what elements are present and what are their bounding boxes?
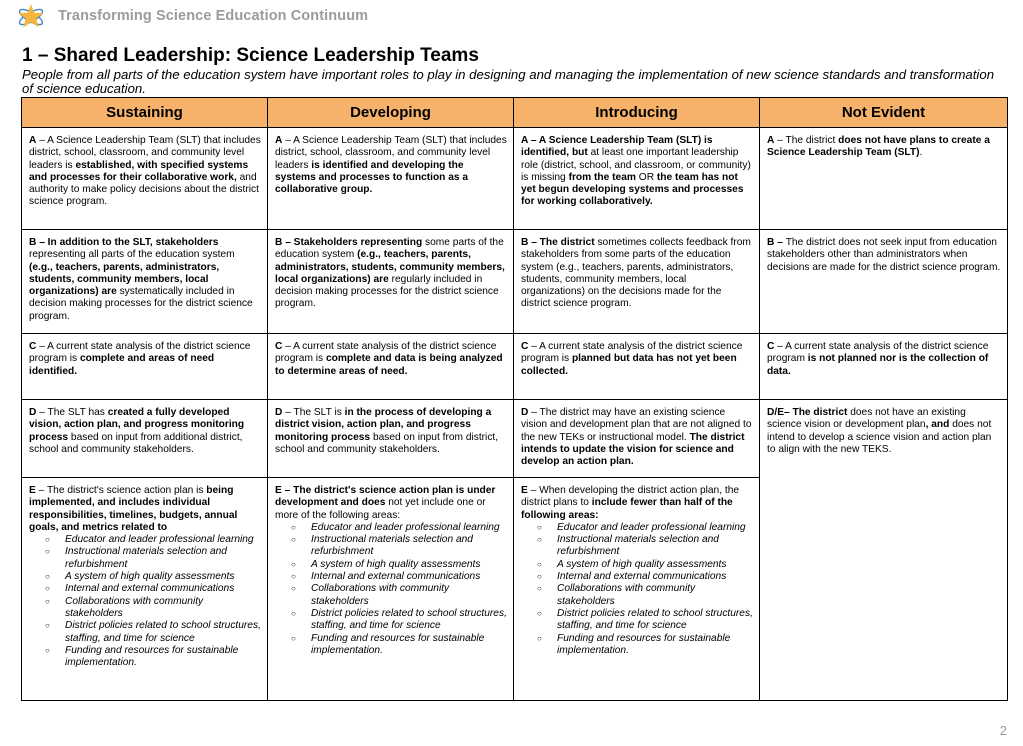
page-number: 2	[999, 723, 1007, 738]
list-item: ○ A system of high quality assessments	[537, 559, 753, 571]
text-segment: – A Science Leadership Team (SLT) that includes district, school, classroom, and community level leaders	[275, 135, 507, 171]
text-segment: for the district science program.	[275, 286, 499, 310]
bold-text: D	[275, 407, 283, 418]
bold-text: – In addition to the SLT, stakeholders	[36, 237, 219, 248]
bold-text: (e.g., teachers, parents, administrators, students, community members, local organizations) are	[275, 249, 505, 285]
bold-text: is identified and developing the systems and processes to function as a collaborative group.	[275, 159, 469, 196]
bold-text: E	[521, 485, 528, 496]
cell-text	[29, 237, 261, 323]
text-segment: (e.g., teachers, parents, administrators, students, community members, local organizations) on the decisions made for the district science program.	[521, 261, 734, 310]
text-segment: .	[919, 147, 923, 159]
bold-text: C	[29, 341, 37, 352]
list-item: ○ Funding and resources for sustainable implementation.	[45, 645, 261, 670]
cell-text	[521, 237, 753, 311]
cell-text	[521, 341, 753, 378]
cell-text	[521, 135, 753, 209]
rubric-table	[21, 97, 1008, 701]
bold-text: include fewer than half of the following areas:	[521, 497, 733, 521]
text-segment: – The SLT has	[36, 407, 108, 418]
cell-text	[767, 341, 1001, 378]
rubric-cell-d-introducing	[514, 400, 760, 478]
cell-text	[275, 341, 507, 378]
text-segment: and authority to make policy decisions about the district science program.	[29, 171, 259, 208]
cell-text	[275, 135, 507, 196]
bold-text: from the team	[565, 171, 639, 183]
bold-text: A	[29, 135, 37, 146]
list-item: ○ Funding and resources for sustainable implementation.	[537, 633, 753, 658]
list-item: ○ Funding and resources for sustainable implementation.	[291, 633, 507, 658]
bold-text: in the process of developing a district vision, action plan, and progress monitoring process	[275, 407, 492, 443]
cell-text	[767, 407, 1001, 456]
text-segment: – A current state analysis of the district science program	[767, 341, 989, 365]
text-segment: a science vision and action plan to align with the new TEKS.	[767, 431, 992, 455]
text-segment: – The district's science action plan is	[35, 485, 207, 496]
section-title: 1 – Shared Leadership: Science Leadership Teams	[22, 45, 479, 66]
list-item: ○ District policies related to school structures, staffing, and time for science	[45, 620, 261, 645]
text-segment: not yet include one or more of the following areas	[275, 497, 486, 521]
list-item: ○ Internal and external communications	[45, 583, 261, 595]
bold-text: B	[521, 237, 529, 248]
bold-text: – The district	[528, 237, 598, 248]
column-header-developing: Developing	[268, 98, 514, 128]
list-item: ○ District policies related to school structures, staffing, and time for science	[291, 608, 507, 633]
bold-text: A	[767, 135, 775, 146]
text-segment: does not intend to develop	[767, 419, 992, 443]
bold-text: B	[29, 237, 37, 248]
list-item: ○ Instructional materials selection and refurbishment	[45, 546, 261, 571]
rubric-cell-c-not-evident	[760, 334, 1008, 400]
rubric-header-row	[22, 98, 1008, 128]
column-header-not-evident: Not Evident	[760, 98, 1008, 128]
cell-text	[29, 485, 261, 534]
rubric-cell-c-introducing	[514, 334, 760, 400]
list-item: ○ Educator and leader professional learning	[45, 534, 261, 546]
cell-text	[767, 237, 1001, 274]
bold-text: –	[774, 237, 786, 248]
bold-text: A	[275, 135, 283, 146]
cell-text	[767, 135, 1001, 160]
bold-text: planned but data has not yet been collected.	[521, 353, 737, 377]
bold-text: The district intends to update the vision for science and develop an action plan.	[521, 431, 745, 468]
bold-text: not yet begun developing systems and processes for working collaboratively.	[521, 171, 744, 208]
column-header-introducing: Introducing	[514, 98, 760, 128]
rubric-cell-c-sustaining	[22, 334, 268, 400]
text-segment: OR	[638, 171, 655, 183]
rubric-cell-a-developing	[268, 128, 514, 230]
list-item: ○ Educator and leader professional learning	[537, 522, 753, 534]
list-item: ○ A system of high quality assessments	[45, 571, 261, 583]
list-item: ○ Educator and leader professional learning	[291, 522, 507, 534]
cell-text	[275, 407, 507, 456]
bold-text: established, with specified systems and processes for their collaborative work,	[29, 159, 249, 183]
rubric-cell-a-not-evident	[760, 128, 1008, 230]
rubric-cell-a-introducing	[514, 128, 760, 230]
bold-text: – A Science Leadership Team (SLT) is identified, but	[521, 135, 713, 159]
text-segment: for the district science program.	[29, 298, 253, 322]
bold-text: E	[29, 485, 36, 496]
bold-text: does not have plans to create a Science Leadership Team (SLT)	[767, 135, 990, 159]
rubric-cell-b-introducing	[514, 230, 760, 334]
list-item: ○ Collaborations with community stakeholders	[291, 583, 507, 608]
list-item: ○ District policies related to school structures, staffing, and time for science	[537, 608, 753, 633]
text-segment: does not have an existing science vision or development plan	[767, 407, 966, 431]
rubric-cell-d-developing	[268, 400, 514, 478]
text-segment: – A current state analysis of the district science program is	[29, 341, 251, 365]
text-segment: based on input from district, school and community stakeholders.	[275, 431, 499, 455]
bold-text: C	[521, 341, 529, 352]
action-plan-areas-list	[275, 522, 507, 657]
rubric-cell-e-introducing	[514, 478, 760, 701]
cell-text	[29, 407, 261, 456]
text-segment: – The SLT is	[282, 407, 345, 418]
rubric-cell-de-not-evident	[760, 400, 1008, 701]
bold-text: E	[275, 485, 282, 496]
cell-text	[275, 485, 507, 522]
rubric-cell-b-developing	[268, 230, 514, 334]
section-subtitle: People from all parts of the education system have important roles to play in designing and managing the implementation of new science standards and transformation of science education.	[22, 67, 995, 96]
document-header	[16, 2, 368, 30]
cell-text	[29, 135, 261, 209]
text-segment: – A current state analysis of the district science program is	[275, 341, 497, 365]
bold-text: complete and areas of need identified.	[29, 353, 215, 377]
rubric-cell-d-sustaining	[22, 400, 268, 478]
rubric-cell-a-sustaining	[22, 128, 268, 230]
text-segment: – A current state analysis of the district science program is	[521, 341, 743, 365]
text-segment: regularly included in decision making processes	[275, 273, 483, 298]
bold-text: complete and data is being analyzed to determine areas of need.	[275, 353, 503, 377]
bold-text: D/E	[767, 407, 784, 418]
bold-text: C	[767, 341, 775, 352]
action-plan-areas-list	[29, 534, 261, 669]
text-segment: some parts of the education system	[275, 237, 504, 261]
list-item: ○ Instructional materials selection and refurbishment	[291, 534, 507, 559]
bold-text: D	[29, 407, 37, 418]
text-segment: :	[397, 509, 401, 521]
bold-text: is not planned nor is the collection of data.	[767, 353, 989, 377]
bold-text: – The district's science action plan is under development and does	[275, 485, 496, 509]
cell-text	[521, 485, 753, 522]
bold-text: the team has	[654, 171, 722, 183]
cell-text	[521, 407, 753, 468]
text-segment: – A Science Leadership Team (SLT) that includes district, school, classroom, and community level leaders is	[29, 135, 261, 171]
bold-text: C	[275, 341, 283, 352]
text-segment: systematically included in decision making processes	[29, 286, 235, 310]
list-item: ○ Collaborations with community stakeholders	[537, 583, 753, 608]
rubric-row-a	[22, 128, 1008, 230]
bold-text: (e.g., teachers, parents, administrators, students, community members, local organizations) are	[29, 261, 220, 298]
action-plan-areas-list	[521, 522, 753, 657]
rubric-row-b	[22, 230, 1008, 334]
star-atom-logo	[16, 2, 46, 30]
text-segment: – The district	[774, 135, 839, 146]
rubric-cell-b-not-evident	[760, 230, 1008, 334]
list-item: ○ Internal and external communications	[291, 571, 507, 583]
bold-text: , and	[925, 419, 953, 431]
list-item: ○ Internal and external communications	[537, 571, 753, 583]
rubric-cell-e-sustaining	[22, 478, 268, 701]
text-segment: other than administrators when decisions are made for the district science program.	[767, 249, 1001, 273]
text-segment: – The district may have an existing science vision and development plan that are not aligned to the new TEKs or instructional model.	[521, 407, 752, 443]
text-segment: based on input from additional district, school and community stakeholders.	[29, 431, 243, 455]
rubric-cell-c-developing	[268, 334, 514, 400]
list-item: ○ Instructional materials selection and refurbishment	[537, 534, 753, 559]
bold-text: B	[767, 237, 775, 248]
bold-text: A	[521, 135, 528, 146]
cell-text	[29, 341, 261, 378]
list-item: ○ Collaborations with community stakeholders	[45, 596, 261, 621]
list-item: ○ A system of high quality assessments	[291, 559, 507, 571]
text-segment: sometimes collects feedback from stakeholders from some parts of the education system	[521, 237, 751, 273]
rubric-cell-b-sustaining	[22, 230, 268, 334]
text-segment: The district does not seek input from education stakeholders	[767, 237, 997, 261]
bold-text: D	[521, 407, 529, 418]
bold-text: B	[275, 237, 283, 248]
bold-text: – The district	[783, 407, 851, 418]
bold-text: being implemented, and includes individual responsibilities, timelines, budgets, annual goals, and metrics related to	[29, 485, 238, 533]
header-title: Transforming Science Education Continuum	[58, 8, 369, 24]
rubric-row-d	[22, 400, 1008, 478]
rubric-cell-e-developing	[268, 478, 514, 701]
bold-text: – Stakeholders representing	[282, 237, 426, 248]
column-header-sustaining: Sustaining	[22, 98, 268, 128]
bold-text: created a fully developed vision, action plan, and progress monitoring process	[29, 407, 245, 443]
rubric-row-c	[22, 334, 1008, 400]
text-segment: representing all parts of the education system	[29, 249, 235, 261]
text-segment: at least one important leadership role (district, school, and classroom, or community) is missing	[521, 147, 751, 183]
text-segment: – When developing the district action plan, the district plans to	[521, 485, 740, 509]
cell-text	[275, 237, 507, 311]
